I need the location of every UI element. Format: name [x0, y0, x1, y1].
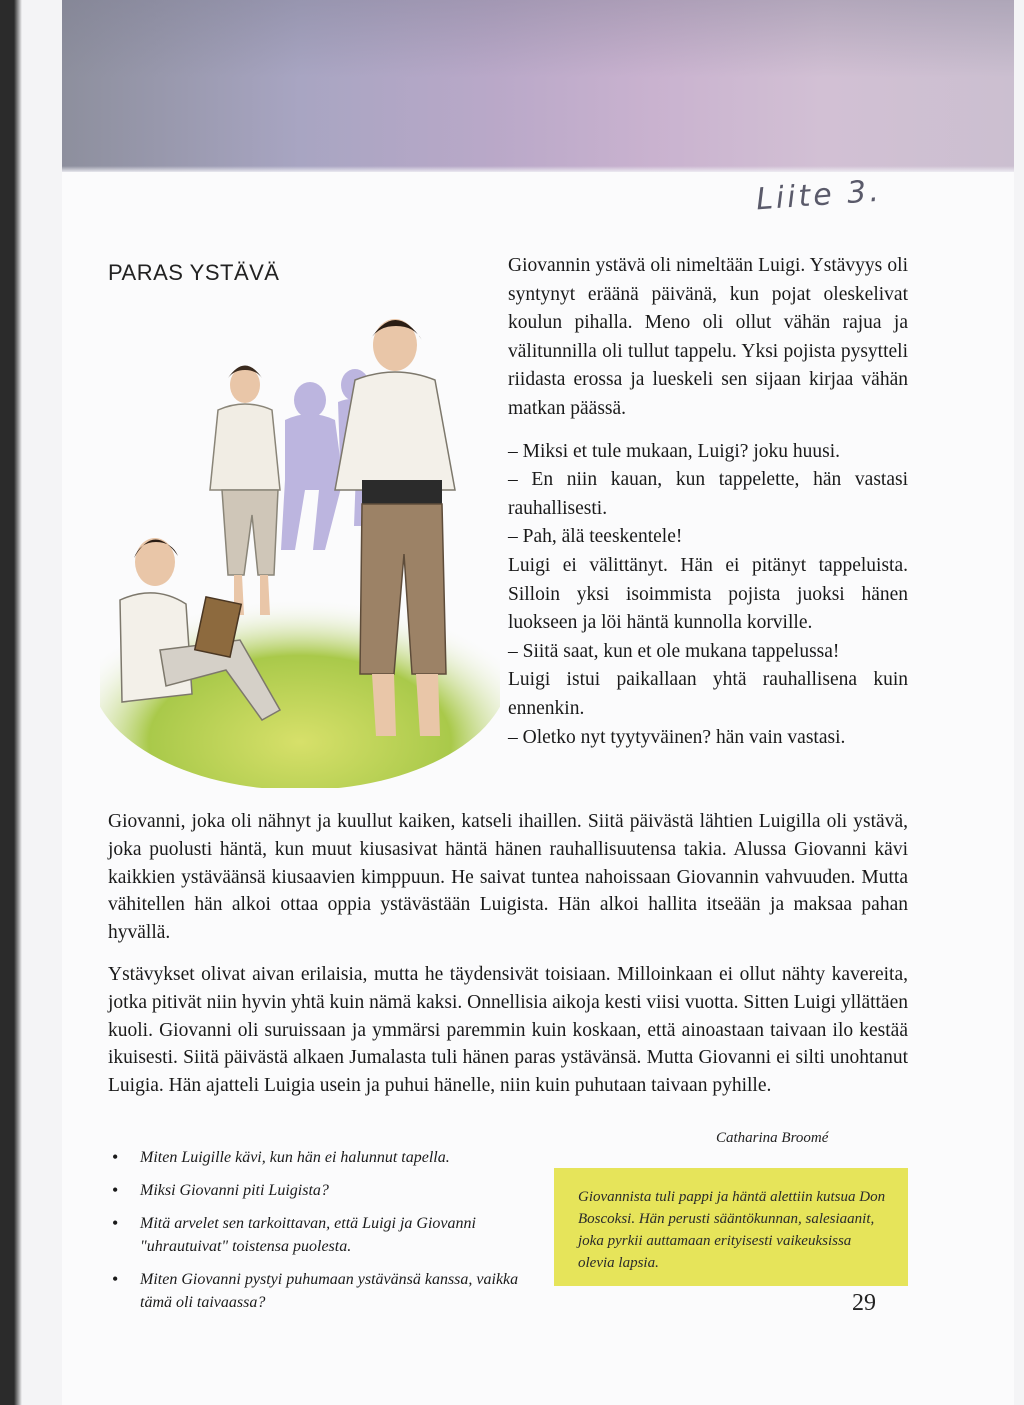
question-text: Miksi Giovanni piti Luigista? — [140, 1182, 329, 1199]
question-item — [108, 1146, 538, 1169]
question-text: Miten Giovanni pystyi puhumaan ystävänsä kanssa, vaikka tämä oli taivaassa? — [140, 1271, 519, 1311]
dialogue-line: – Oletko nyt tyytyväinen? hän vain vastasi. — [508, 726, 846, 748]
handwritten-annotation: Liite 3. — [754, 173, 883, 218]
bullet-icon: • — [112, 1147, 119, 1167]
dialogue-line: Luigi ei välittänyt. Hän ei pitänyt tappeluista. Silloin yksi isoimmista pojista juoksi hänen luokseen ja löi häntä kunnolla korville. — [508, 554, 908, 634]
page-number: 29 — [852, 1290, 876, 1316]
question-item — [108, 1179, 538, 1202]
info-note-box: Giovannista tuli pappi ja häntä alettiin kutsua Don Boscoksi. Hän perusti sääntökunnan, salesiaanit, joka pyrkii auttamaan erityisesti vaikeuksissa olevia lapsia. — [554, 1168, 908, 1286]
dialogue-line: – Siitä saat, kun et ole mukana tappelussa! — [508, 640, 840, 662]
dialogue-line: – Miksi et tule mukaan, Luigi? joku huusi. — [508, 440, 841, 462]
dialogue-line: – En niin kauan, kun tappelette, hän vastasi rauhallisesti. — [508, 469, 908, 519]
story-intro-column — [508, 252, 908, 752]
question-text: Miten Luigille kävi, kun hän ei halunnut tapella. — [140, 1149, 450, 1166]
author-name: Catharina Broomé — [716, 1130, 829, 1146]
bullet-icon: • — [112, 1213, 119, 1233]
intro-paragraph: Giovannin ystävä oli nimeltään Luigi. Ystävyys oli syntynyt eräänä päivänä, kun pojat oleskelivat koulun pihalla. Meno oli ollut vähän rajua ja välitunnilla oli tullut tappelu. Yksi pojista pysytteli riidasta erossa ja lueskeli sen sijaan kirjaa vähän matkan päässä. — [508, 255, 908, 419]
article-title: PARAS YSTÄVÄ — [108, 260, 280, 285]
question-item — [108, 1212, 538, 1258]
discussion-questions — [108, 1146, 538, 1324]
dialogue-line: Luigi istui paikallaan yhtä rauhallisena kuin ennenkin. — [508, 669, 908, 719]
header-banner — [62, 0, 1014, 172]
bullet-icon: • — [112, 1180, 119, 1200]
question-text: Mitä arvelet sen tarkoittavan, että Luigi ja Giovanni "uhrautuivat" toistensa puolesta. — [140, 1215, 476, 1255]
body-paragraph: Ystävykset olivat aivan erilaisia, mutta he täydensivät toisiaan. Milloinkaan ei ollut nähty kavereita, jotka pitivät niin hyvin yhtä kuin nämä kaksi. Onnellisia aikoja kesti viisi vuotta. Sitten Luigi yllättäen kuoli. Giovanni oli suruissaan ja ymmärsi paremmin kuin koskaan, että ainoastaan taivaan ilo kestää ikuisesti. Siitä päivästä alkaen Jumalasta tuli hänen paras ystävänsä. Mutta Giovanni ei silti unohtanut Luigia. Hän ajatteli Luigia usein ja puhui hänelle, niin kuin puhutaan taivaan pyhille. — [108, 963, 908, 1097]
dialogue-line: – Pah, älä teeskentele! — [508, 526, 683, 548]
body-paragraph: Giovanni, joka oli nähnyt ja kuullut kaiken, katseli ihaillen. Siitä päivästä lähtien Luigilla oli ystävä, joka puolusti häntä, kun muut kiusasivat häntä hänen rauhallisuutensa takia. Alussa Giovanni kävi kaikkien ystäväänsä kiusaavien kimppuun. He saivat tuntea nahoissaan Giovannin vahvuuden. Mutta vähitellen hän alkoi ottaa oppia ystävästään Luigista. Hän alkoi hallita itseään ja maksaa pahan hyvällä. — [108, 811, 908, 944]
question-item — [108, 1268, 538, 1314]
boys-illustration — [100, 300, 500, 788]
bullet-icon: • — [112, 1269, 119, 1289]
story-body — [108, 808, 908, 1114]
